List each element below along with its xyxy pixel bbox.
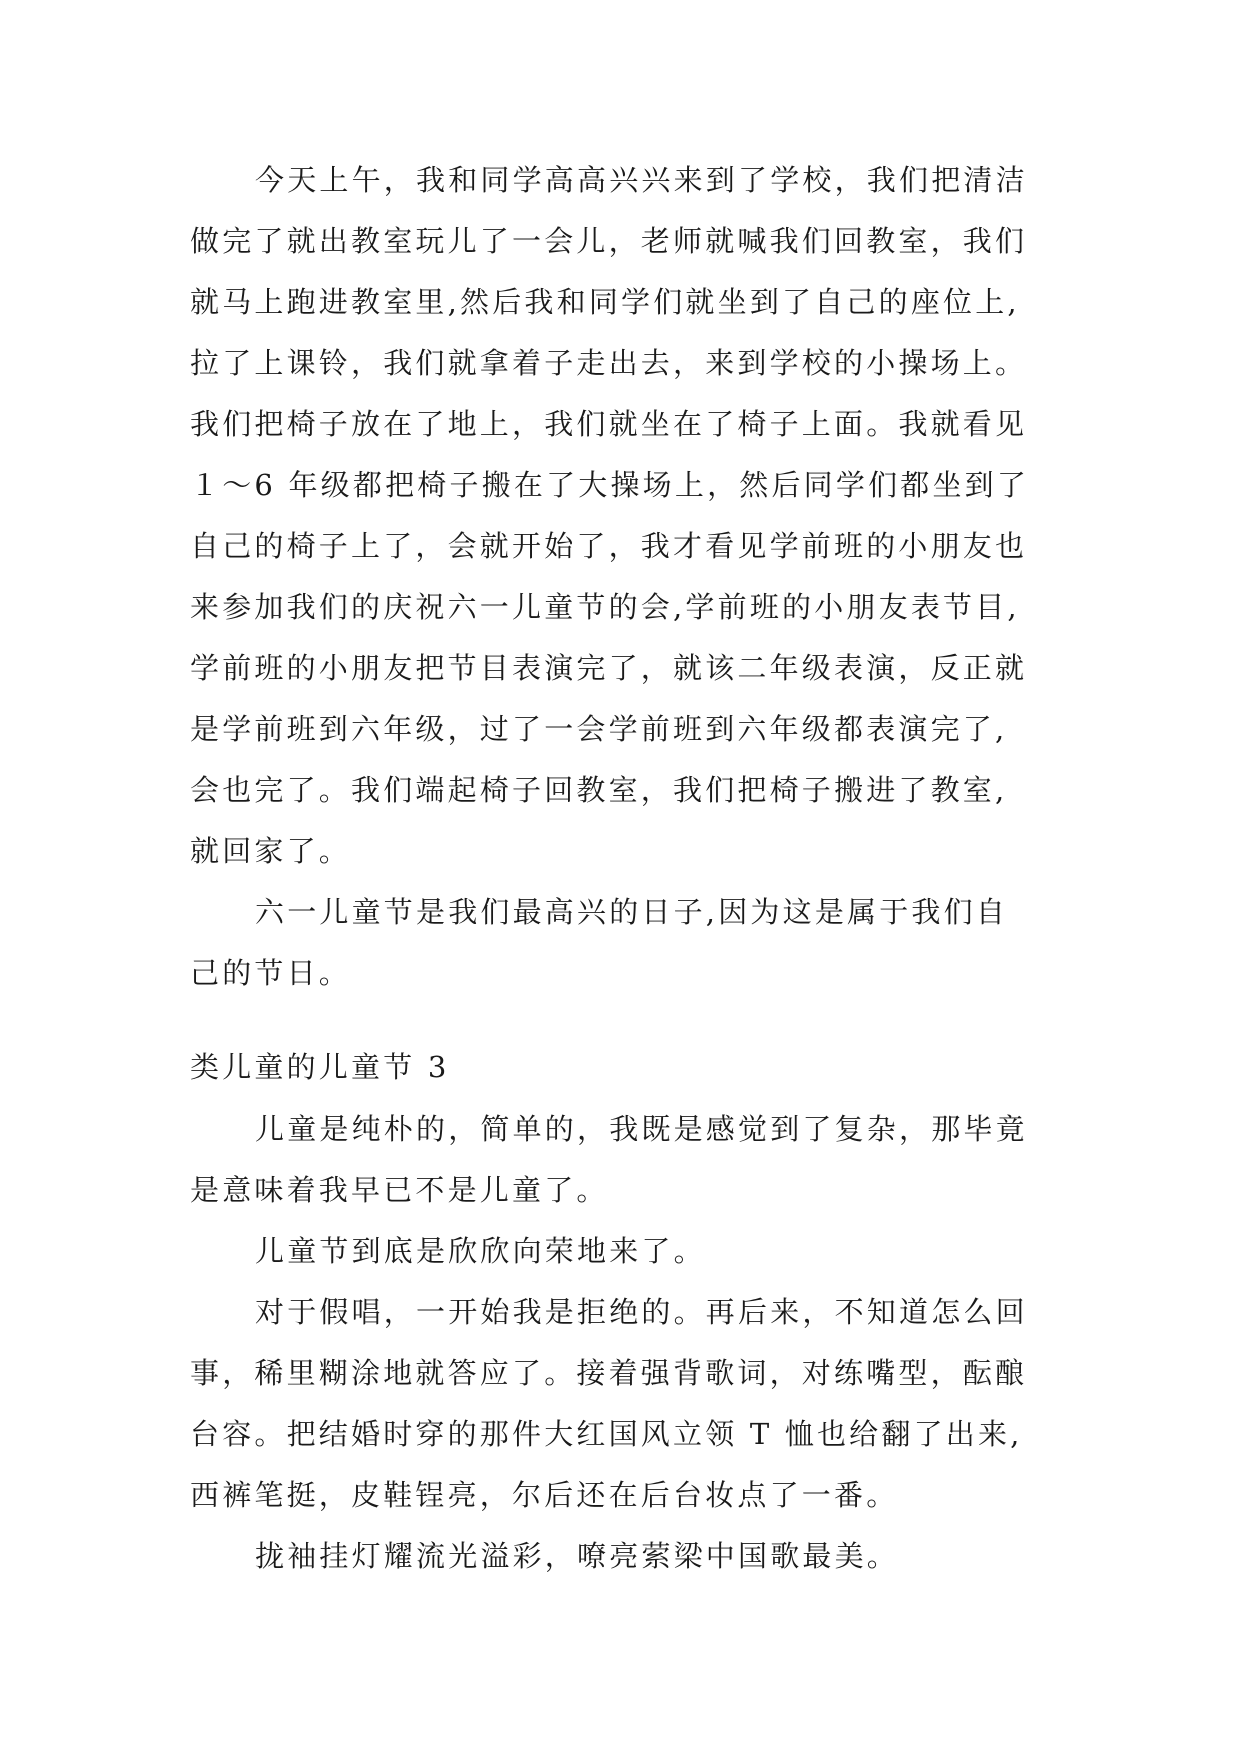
paragraph-line: 拢袖挂灯耀流光溢彩，嘹亮萦梁中国歌最美。 [255, 1539, 900, 1573]
paragraph-line: 西裤笔挺，皮鞋锃亮，尔后还在后台妆点了一番。 [190, 1478, 899, 1512]
paragraph-line: 学前班的小朋友把节目表演完了，就该二年级表演，反正就 [190, 651, 1028, 685]
paragraph-line: 儿童是纯朴的，简单的，我既是感觉到了复杂，那毕竟 [255, 1112, 1028, 1146]
paragraph-line: 会也完了。我们端起椅子回教室，我们把椅子搬进了教室, [190, 773, 1008, 807]
paragraph-line: 是学前班到六年级，过了一会学前班到六年级都表演完了, [190, 712, 1008, 746]
paragraph-line: １～6 年级都把椅子搬在了大操场上，然后同学们都坐到了 [190, 468, 1030, 502]
paragraph-line: 就马上跑进教室里,然后我和同学们就坐到了自己的座位上, [190, 285, 1020, 319]
paragraph-line: 六一儿童节是我们最高兴的日子,因为这是属于我们自 [255, 895, 1009, 929]
paragraph-line: 儿童节到底是欣欣向荣地来了。 [255, 1234, 706, 1268]
paragraph-line: 今天上午，我和同学高高兴兴来到了学校，我们把清洁 [255, 163, 1028, 197]
paragraph-line: 做完了就出教室玩儿了一会儿，老师就喊我们回教室，我们 [190, 224, 1028, 258]
paragraph-line: 我们把椅子放在了地上，我们就坐在了椅子上面。我就看见 [190, 407, 1028, 441]
paragraph-line: 台容。把结婚时穿的那件大红国风立领 T 恤也给翻了出来, [190, 1417, 1023, 1451]
paragraph-line: 就回家了。 [190, 834, 352, 868]
paragraph-line: 事，稀里糊涂地就答应了。接着强背歌词，对练嘴型，酝酿 [190, 1356, 1028, 1390]
paragraph-line: 自己的椅子上了，会就开始了，我才看见学前班的小朋友也 [190, 529, 1028, 563]
paragraph-line: 己的节日。 [190, 956, 352, 990]
paragraph-line: 来参加我们的庆祝六一儿童节的会,学前班的小朋友表节目, [190, 590, 1020, 624]
section-heading: 类儿童的儿童节 3 [190, 1050, 450, 1084]
paragraph-line: 对于假唱，一开始我是拒绝的。再后来，不知道怎么回 [255, 1295, 1028, 1329]
paragraph-line: 是意味着我早已不是儿童了。 [190, 1173, 609, 1207]
paragraph-line: 拉了上课铃，我们就拿着子走出去，来到学校的小操场上。 [190, 346, 1028, 380]
